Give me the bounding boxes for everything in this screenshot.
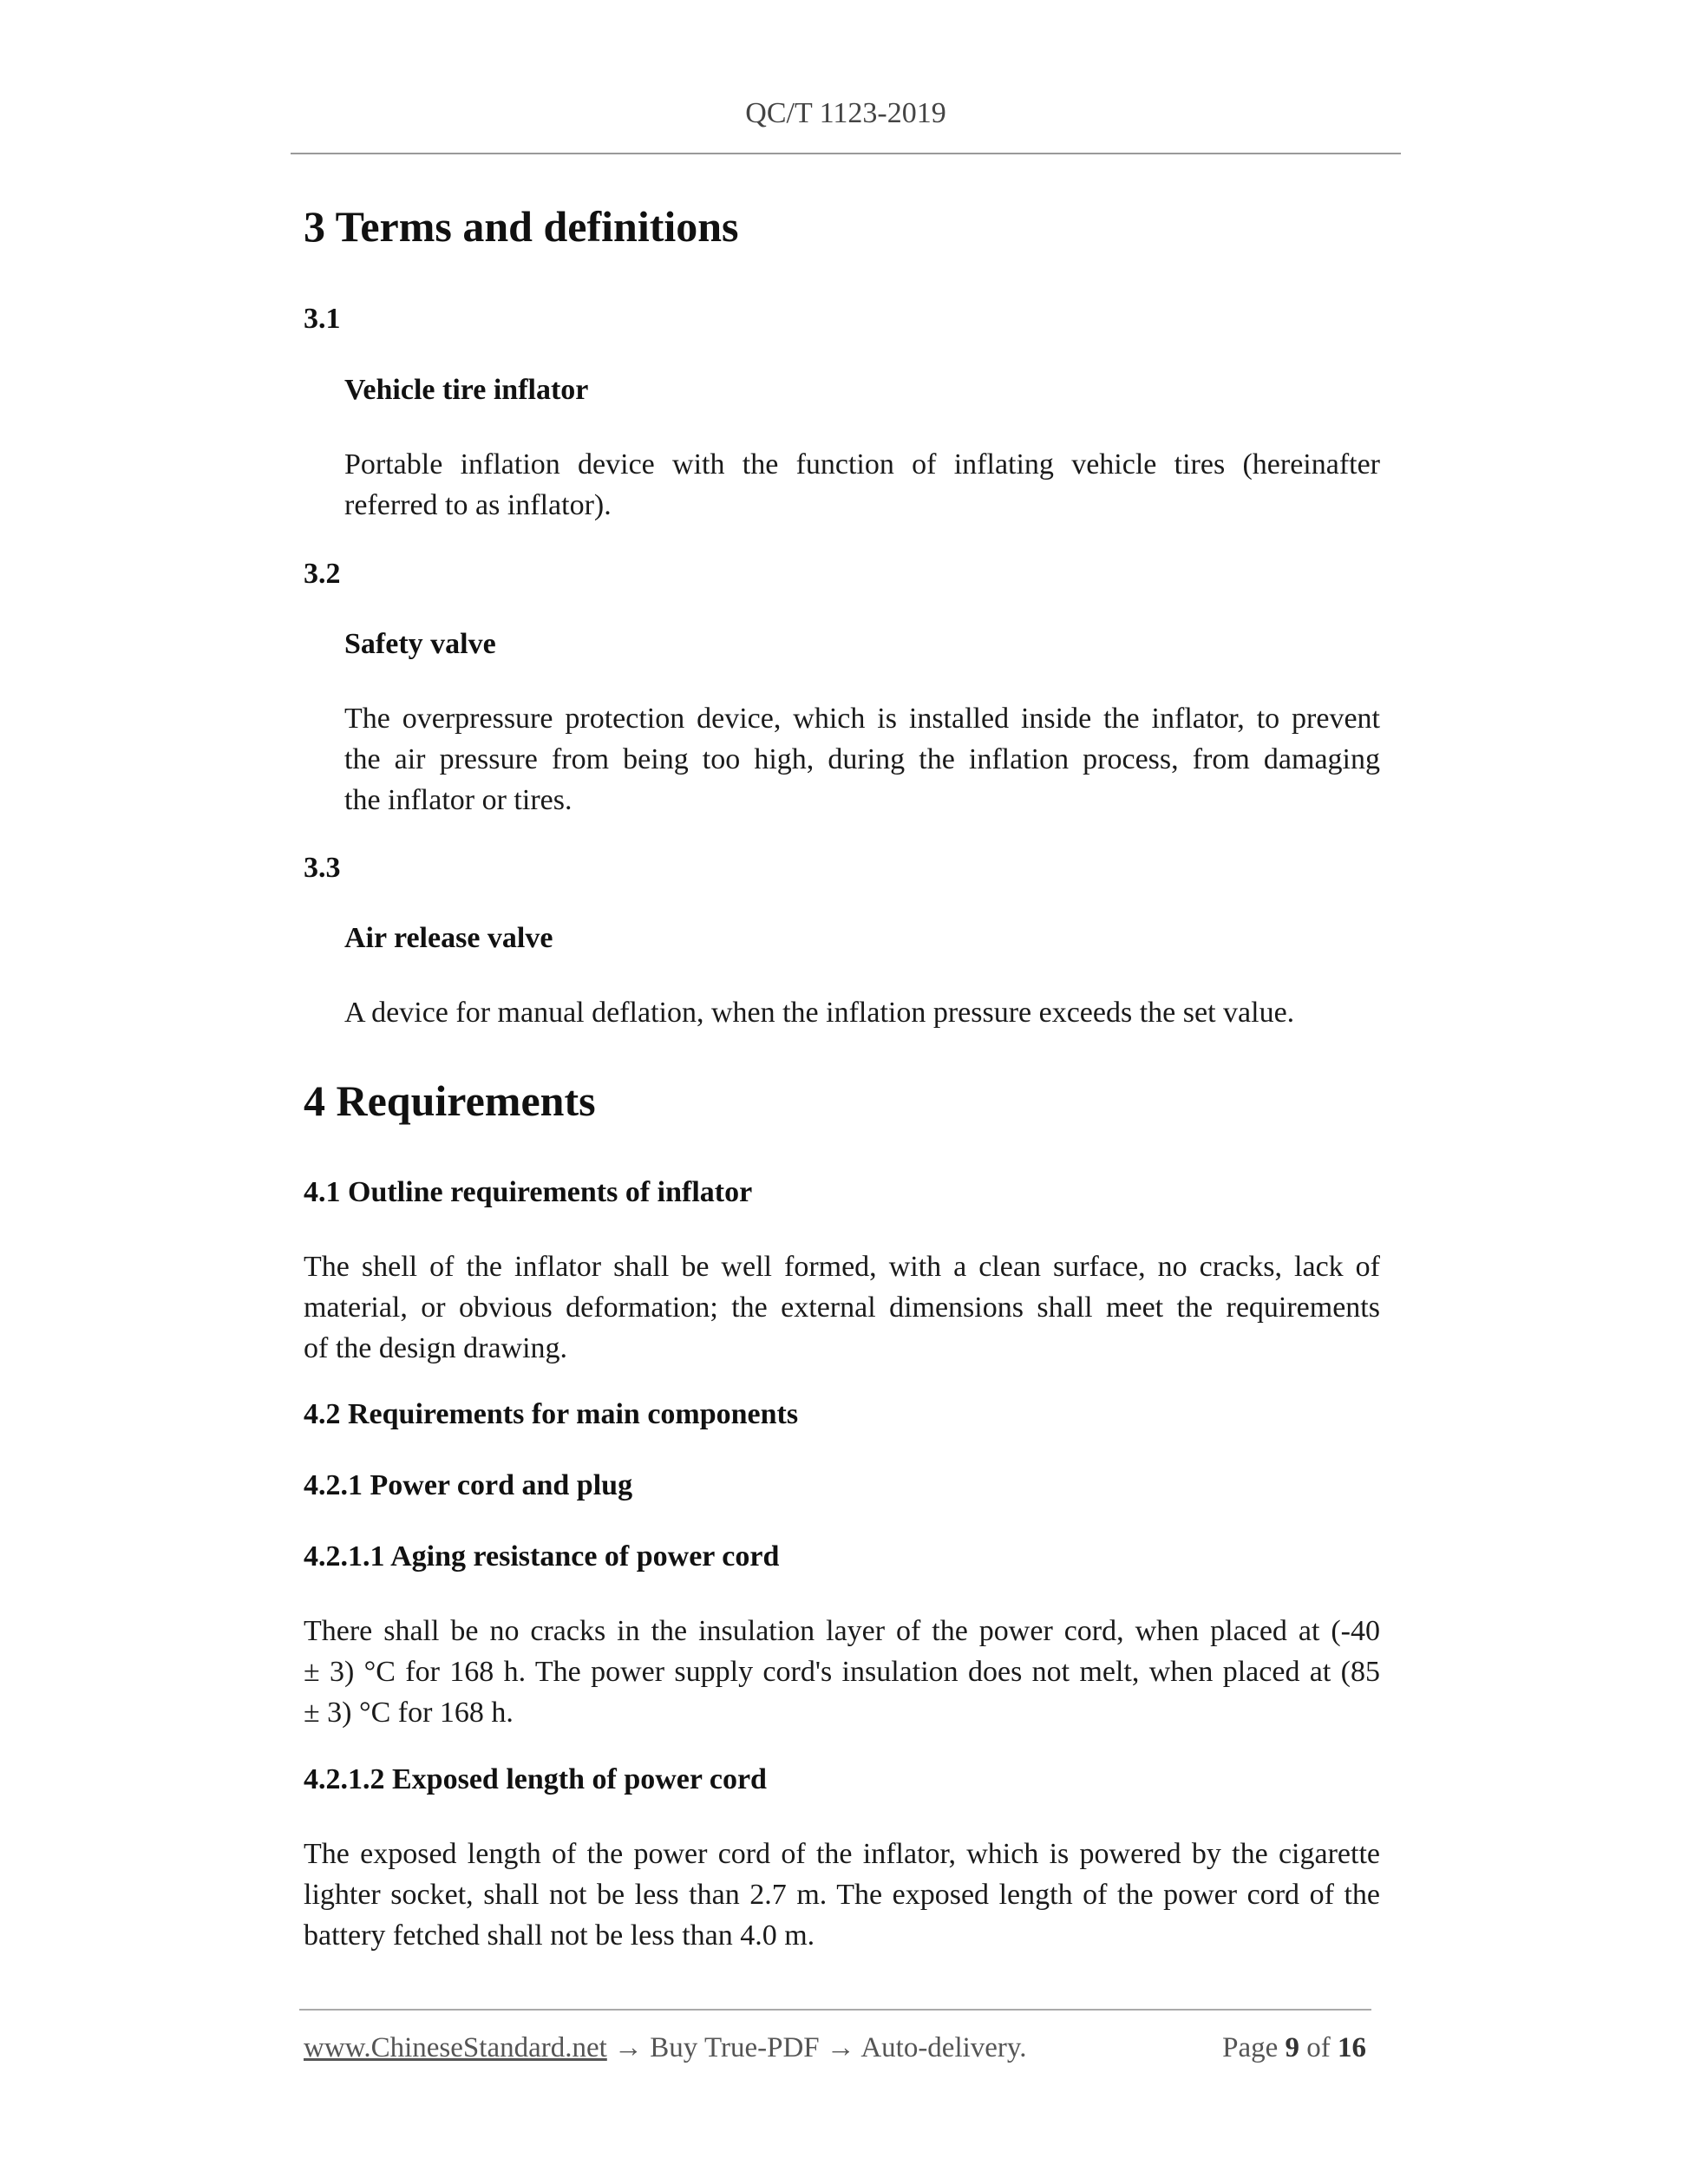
text-line: ± 3) °C for 168 h. <box>304 1697 514 1729</box>
term-name-3-3: Air release valve <box>344 922 553 954</box>
heading-4-2-1: 4.2.1 Power cord and plug <box>304 1469 633 1501</box>
text-line: the air pressure from being too high, during the inflation process, from damaging <box>344 743 1380 775</box>
running-header: QC/T 1123-2019 <box>745 97 946 129</box>
arrow-right-icon: → <box>614 2032 644 2063</box>
heading-4-1: 4.1 Outline requirements of inflator <box>304 1176 753 1208</box>
term-name-3-1: Vehicle tire inflator <box>344 374 589 406</box>
paragraph-4-2-1-1 <box>304 1611 1380 1733</box>
of-label: of <box>1306 2032 1331 2063</box>
heading-4-2-1-2: 4.2.1.2 Exposed length of power cord <box>304 1763 767 1795</box>
heading-4-2-1-1: 4.2.1.1 Aging resistance of power cord <box>304 1540 780 1573</box>
term-definition-3-1 <box>344 444 1380 526</box>
text-line: The overpressure protection device, which is installed inside the inflator, to prevent <box>344 703 1380 735</box>
website-link[interactable]: www.ChineseStandard.net <box>304 2032 607 2063</box>
text-line: battery fetched shall not be less than 4.0 m. <box>304 1919 815 1952</box>
text-line: A device for manual deflation, when the inflation pressure exceeds the set value. <box>344 997 1295 1029</box>
page-number: 9 <box>1285 2032 1299 2063</box>
footer-rule <box>299 2009 1371 2011</box>
buy-true-pdf-text: Buy True-PDF <box>650 2032 820 2063</box>
text-line: material, or obvious deformation; the external dimensions shall meet the requirements <box>304 1291 1380 1324</box>
footer-promo <box>304 2032 1027 2064</box>
text-line: The exposed length of the power cord of the inflator, which is powered by the cigarette <box>304 1838 1380 1870</box>
term-name-3-2: Safety valve <box>344 628 496 660</box>
page-total: 16 <box>1338 2032 1366 2063</box>
term-definition-3-2 <box>344 698 1380 821</box>
text-line: referred to as inflator). <box>344 489 612 521</box>
text-line: Portable inflation device with the function of inflating vehicle tires (hereinafter <box>344 448 1380 481</box>
text-line: of the design drawing. <box>304 1332 568 1364</box>
paragraph-4-2-1-2 <box>304 1834 1380 1956</box>
text-line: ± 3) °C for 168 h. The power supply cord's insulation does not melt, when placed at (85 <box>304 1656 1380 1688</box>
page-indicator <box>1222 2032 1366 2064</box>
heading-4-2: 4.2 Requirements for main components <box>304 1398 799 1430</box>
term-number-3-1: 3.1 <box>304 303 341 335</box>
header-rule <box>291 153 1401 154</box>
section-3-title: 3 Terms and definitions <box>304 202 739 251</box>
term-definition-3-3 <box>344 992 1380 1033</box>
term-number-3-3: 3.3 <box>304 852 341 884</box>
paragraph-4-1 <box>304 1246 1380 1369</box>
text-line: There shall be no cracks in the insulation layer of the power cord, when placed at (-40 <box>304 1615 1380 1647</box>
auto-delivery-text: Auto-delivery. <box>860 2032 1027 2063</box>
term-number-3-2: 3.2 <box>304 558 341 590</box>
section-4-title: 4 Requirements <box>304 1076 596 1125</box>
page-label: Page <box>1222 2032 1279 2063</box>
text-line: The shell of the inflator shall be well formed, with a clean surface, no cracks, lack of <box>304 1251 1380 1283</box>
text-line: lighter socket, shall not be less than 2.7 m. The exposed length of the power cord of the <box>304 1879 1380 1911</box>
arrow-right-icon: → <box>826 2032 855 2063</box>
text-line: the inflator or tires. <box>344 784 572 816</box>
